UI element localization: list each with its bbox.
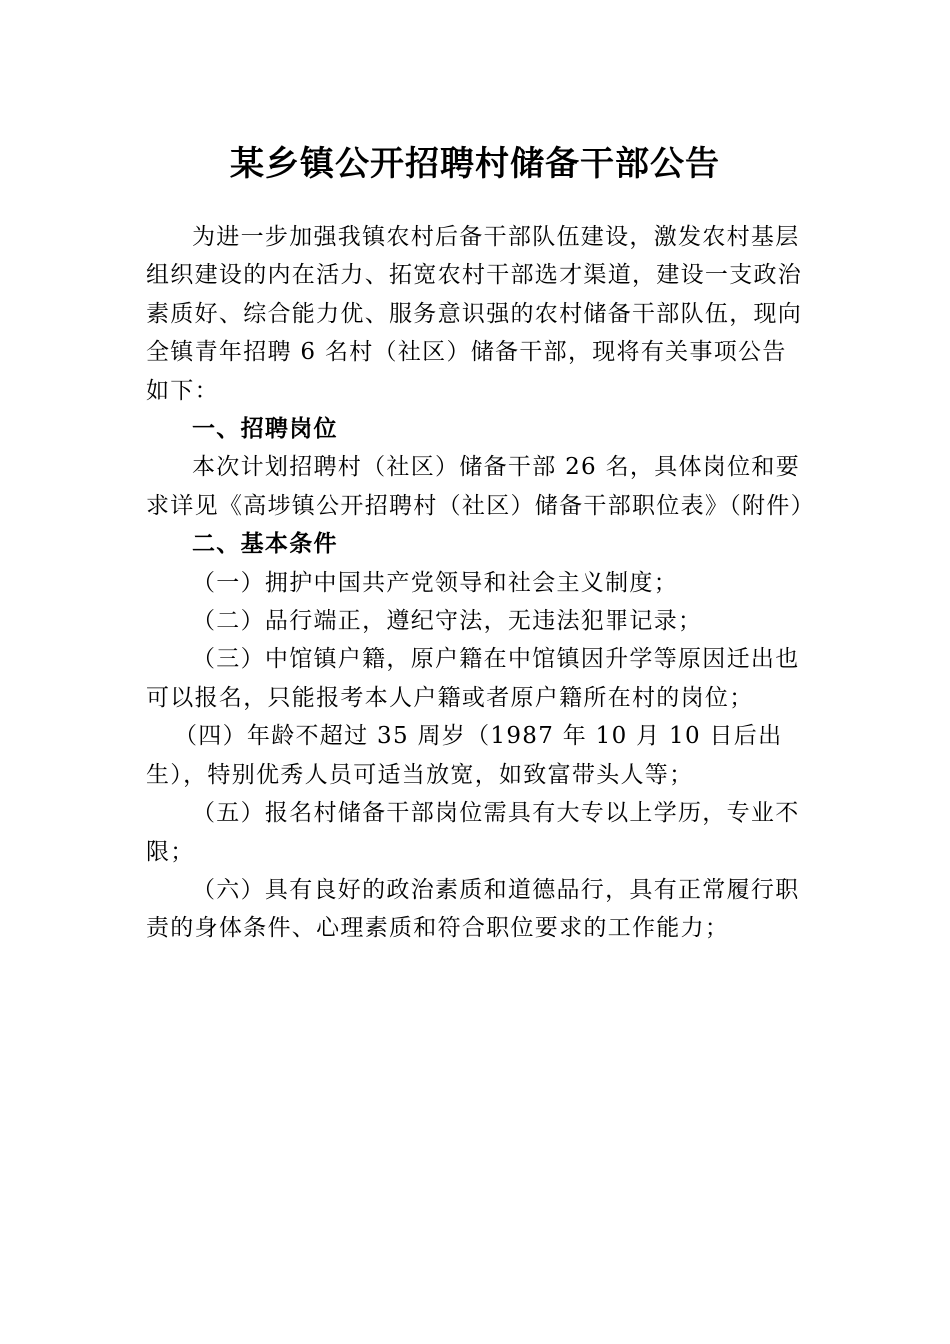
document-body (146, 218, 815, 948)
condition-item: （一）拥护中国共产党领导和社会主义制度； (192, 569, 678, 596)
condition-item: （五）报名村储备干部岗位需具有大专以上学历，专业不限； (146, 800, 800, 865)
document-title: 某乡镇公开招聘村储备干部公告 (230, 144, 720, 184)
condition-item: （六）具有良好的政治素质和道德品行，具有正常履行职责的身体条件、心理素质和符合职位要求的工作能力； (146, 876, 800, 942)
section-heading-conditions: 二、基本条件 (192, 531, 338, 558)
condition-item: （三）中馆镇户籍，原户籍在中馆镇因升学等原因迁出也可以报名，只能报考本人户籍或者原户籍所在村的岗位； (146, 646, 800, 711)
intro-paragraph: 为进一步加强我镇农村后备干部队伍建设，激发农村基层组织建设的内在活力、拓宽农村干部选才渠道，建设一支政治素质好、综合能力优、服务意识强的农村储备干部队伍，现向全镇青年招聘 6 名村（社区）储备干部，现将有关事项公告如下： (146, 224, 803, 404)
positions-paragraph: 本次计划招聘村（社区）储备干部 26 名，具体岗位和要求详见《高埗镇公开招聘村（社区）储备干部职位表》（附件） (146, 454, 815, 519)
condition-item: （四）年龄不超过 35 周岁（1987 年 10 月 10 日后出生），特别优秀人员可适当放宽，如致富带头人等； (146, 723, 783, 788)
condition-item: （二）品行端正，遵纪守法，无违法犯罪记录； (192, 608, 703, 635)
section-heading-positions: 一、招聘岗位 (192, 416, 338, 443)
